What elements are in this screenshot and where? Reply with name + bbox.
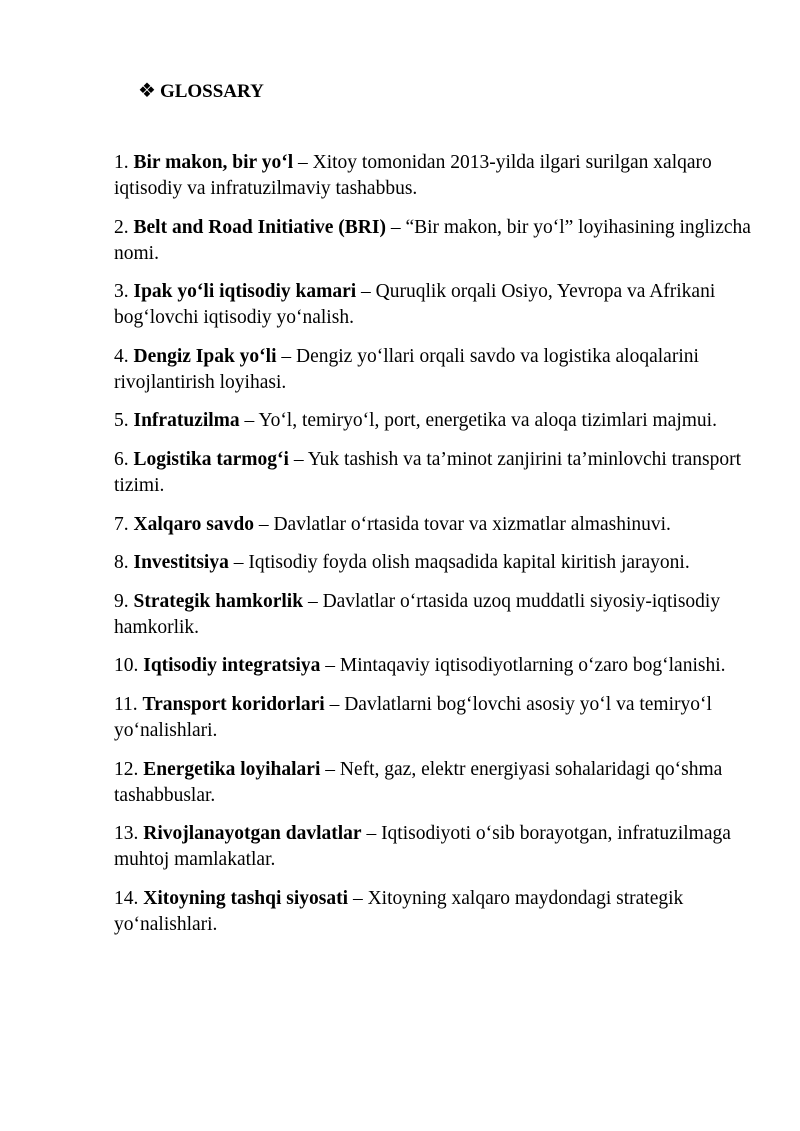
entry-number: 1. bbox=[114, 152, 129, 173]
entry-number: 3. bbox=[114, 281, 129, 303]
entry-term: Energetika loyihalari bbox=[143, 758, 321, 780]
glossary-title: GLOSSARY bbox=[159, 81, 264, 102]
entry-definition: Iqtisodiy foyda olish maqsadida kapital kiritish jarayoni. bbox=[248, 552, 690, 574]
entry-number: 13. bbox=[114, 823, 139, 845]
glossary-entry bbox=[114, 408, 754, 434]
glossary-entry bbox=[114, 279, 754, 331]
entry-separator: – bbox=[288, 448, 308, 470]
glossary-entry bbox=[114, 886, 754, 938]
entry-separator: – bbox=[320, 655, 340, 677]
glossary-list bbox=[114, 150, 754, 950]
entry-term: Ipak yo‘li iqtisodiy kamari bbox=[133, 281, 357, 303]
glossary-heading bbox=[138, 77, 264, 105]
entry-number: 7. bbox=[114, 513, 129, 535]
entry-separator: – bbox=[228, 552, 249, 574]
entry-separator: – bbox=[303, 590, 323, 612]
entry-separator: – bbox=[276, 345, 297, 367]
entry-term: Strategik hamkorlik bbox=[133, 590, 304, 612]
entry-number: 6. bbox=[114, 448, 129, 470]
entry-definition: Iqtisodiyoti o‘sib borayotgan, infratuzilmaga muhtoj mamlakatlar. bbox=[114, 823, 731, 871]
entry-definition: Xitoy tomonidan 2013-yilda ilgari surilgan xalqaro iqtisodiy va infratuzilmaviy tashabbus. bbox=[114, 152, 712, 199]
glossary-entry bbox=[114, 512, 754, 538]
glossary-entry bbox=[114, 821, 754, 873]
entry-term: Xitoyning tashqi siyosati bbox=[143, 887, 349, 909]
diamond-bullet-icon: ❖ bbox=[138, 78, 156, 102]
entry-number: 2. bbox=[114, 216, 129, 238]
glossary-entry bbox=[114, 550, 754, 576]
entry-definition: Mintaqaviy iqtisodiyotlarning o‘zaro bog‘lanishi. bbox=[339, 655, 726, 677]
entry-number: 4. bbox=[114, 345, 129, 367]
entry-term: Investitsiya bbox=[133, 552, 229, 574]
glossary-entry bbox=[114, 757, 754, 809]
entry-separator: – bbox=[356, 281, 376, 303]
entry-definition: Davlatlar o‘rtasida uzoq muddatli siyosiy-iqtisodiy hamkorlik. bbox=[114, 590, 721, 638]
entry-definition: Quruqlik orqali Osiyo, Yevropa va Afrikani bog‘lovchi iqtisodiy yo‘nalish. bbox=[114, 281, 716, 329]
entry-term: Xalqaro savdo bbox=[133, 513, 254, 535]
entry-separator: – bbox=[324, 693, 345, 715]
entry-definition: Davlatlarni bog‘lovchi asosiy yo‘l va temiryo‘l yo‘nalishlari. bbox=[114, 693, 712, 741]
entry-definition: Dengiz yo‘llari orqali savdo va logistika aloqalarini rivojlantirish loyihasi. bbox=[114, 345, 699, 393]
entry-term: Rivojlanayotgan davlatlar bbox=[143, 823, 362, 845]
glossary-entry bbox=[114, 653, 754, 679]
entry-number: 9. bbox=[114, 590, 129, 612]
entry-number: 14. bbox=[114, 887, 139, 909]
glossary-entry bbox=[114, 344, 754, 396]
entry-definition: Yuk tashish va ta’minot zanjirini ta’minlovchi transport tizimi. bbox=[114, 448, 741, 496]
entry-term: Bir makon, bir yo‘l bbox=[133, 152, 294, 173]
glossary-entry bbox=[114, 589, 754, 641]
entry-term: Iqtisodiy integratsiya bbox=[143, 655, 321, 677]
entry-definition: Xitoyning xalqaro maydondagi strategik yo‘nalishlari. bbox=[114, 887, 684, 935]
entry-term: Logistika tarmog‘i bbox=[133, 448, 289, 470]
entry-number: 5. bbox=[114, 410, 129, 432]
entry-term: Transport koridorlari bbox=[142, 693, 325, 715]
entry-separator: – bbox=[253, 513, 274, 535]
glossary-entry bbox=[114, 692, 754, 744]
entry-definition: “Bir makon, bir yo‘l” loyihasining inglizcha nomi. bbox=[114, 216, 751, 264]
entry-number: 8. bbox=[114, 552, 129, 574]
entry-number: 10. bbox=[114, 655, 139, 677]
entry-separator: – bbox=[293, 152, 313, 173]
entry-separator: – bbox=[320, 758, 340, 780]
entry-definition: Yo‘l, temiryo‘l, port, energetika va aloqa tizimlari majmui. bbox=[258, 410, 717, 432]
glossary-entry bbox=[114, 150, 754, 202]
entry-separator: – bbox=[348, 887, 368, 909]
entry-definition: Davlatlar o‘rtasida tovar va xizmatlar almashinuvi. bbox=[273, 513, 671, 535]
entry-number: 12. bbox=[114, 758, 139, 780]
entry-term: Infratuzilma bbox=[133, 410, 240, 432]
glossary-entry bbox=[114, 447, 754, 499]
glossary-entry bbox=[114, 215, 754, 267]
entry-number: 11. bbox=[114, 693, 138, 715]
entry-term: Dengiz Ipak yo‘li bbox=[133, 345, 277, 367]
entry-definition: Neft, gaz, elektr energiyasi sohalaridagi qo‘shma tashabbuslar. bbox=[114, 758, 723, 806]
entry-separator: – bbox=[361, 823, 382, 845]
entry-term: Belt and Road Initiative (BRI) bbox=[133, 216, 386, 238]
entry-separator: – bbox=[385, 216, 406, 238]
entry-separator: – bbox=[239, 410, 259, 432]
